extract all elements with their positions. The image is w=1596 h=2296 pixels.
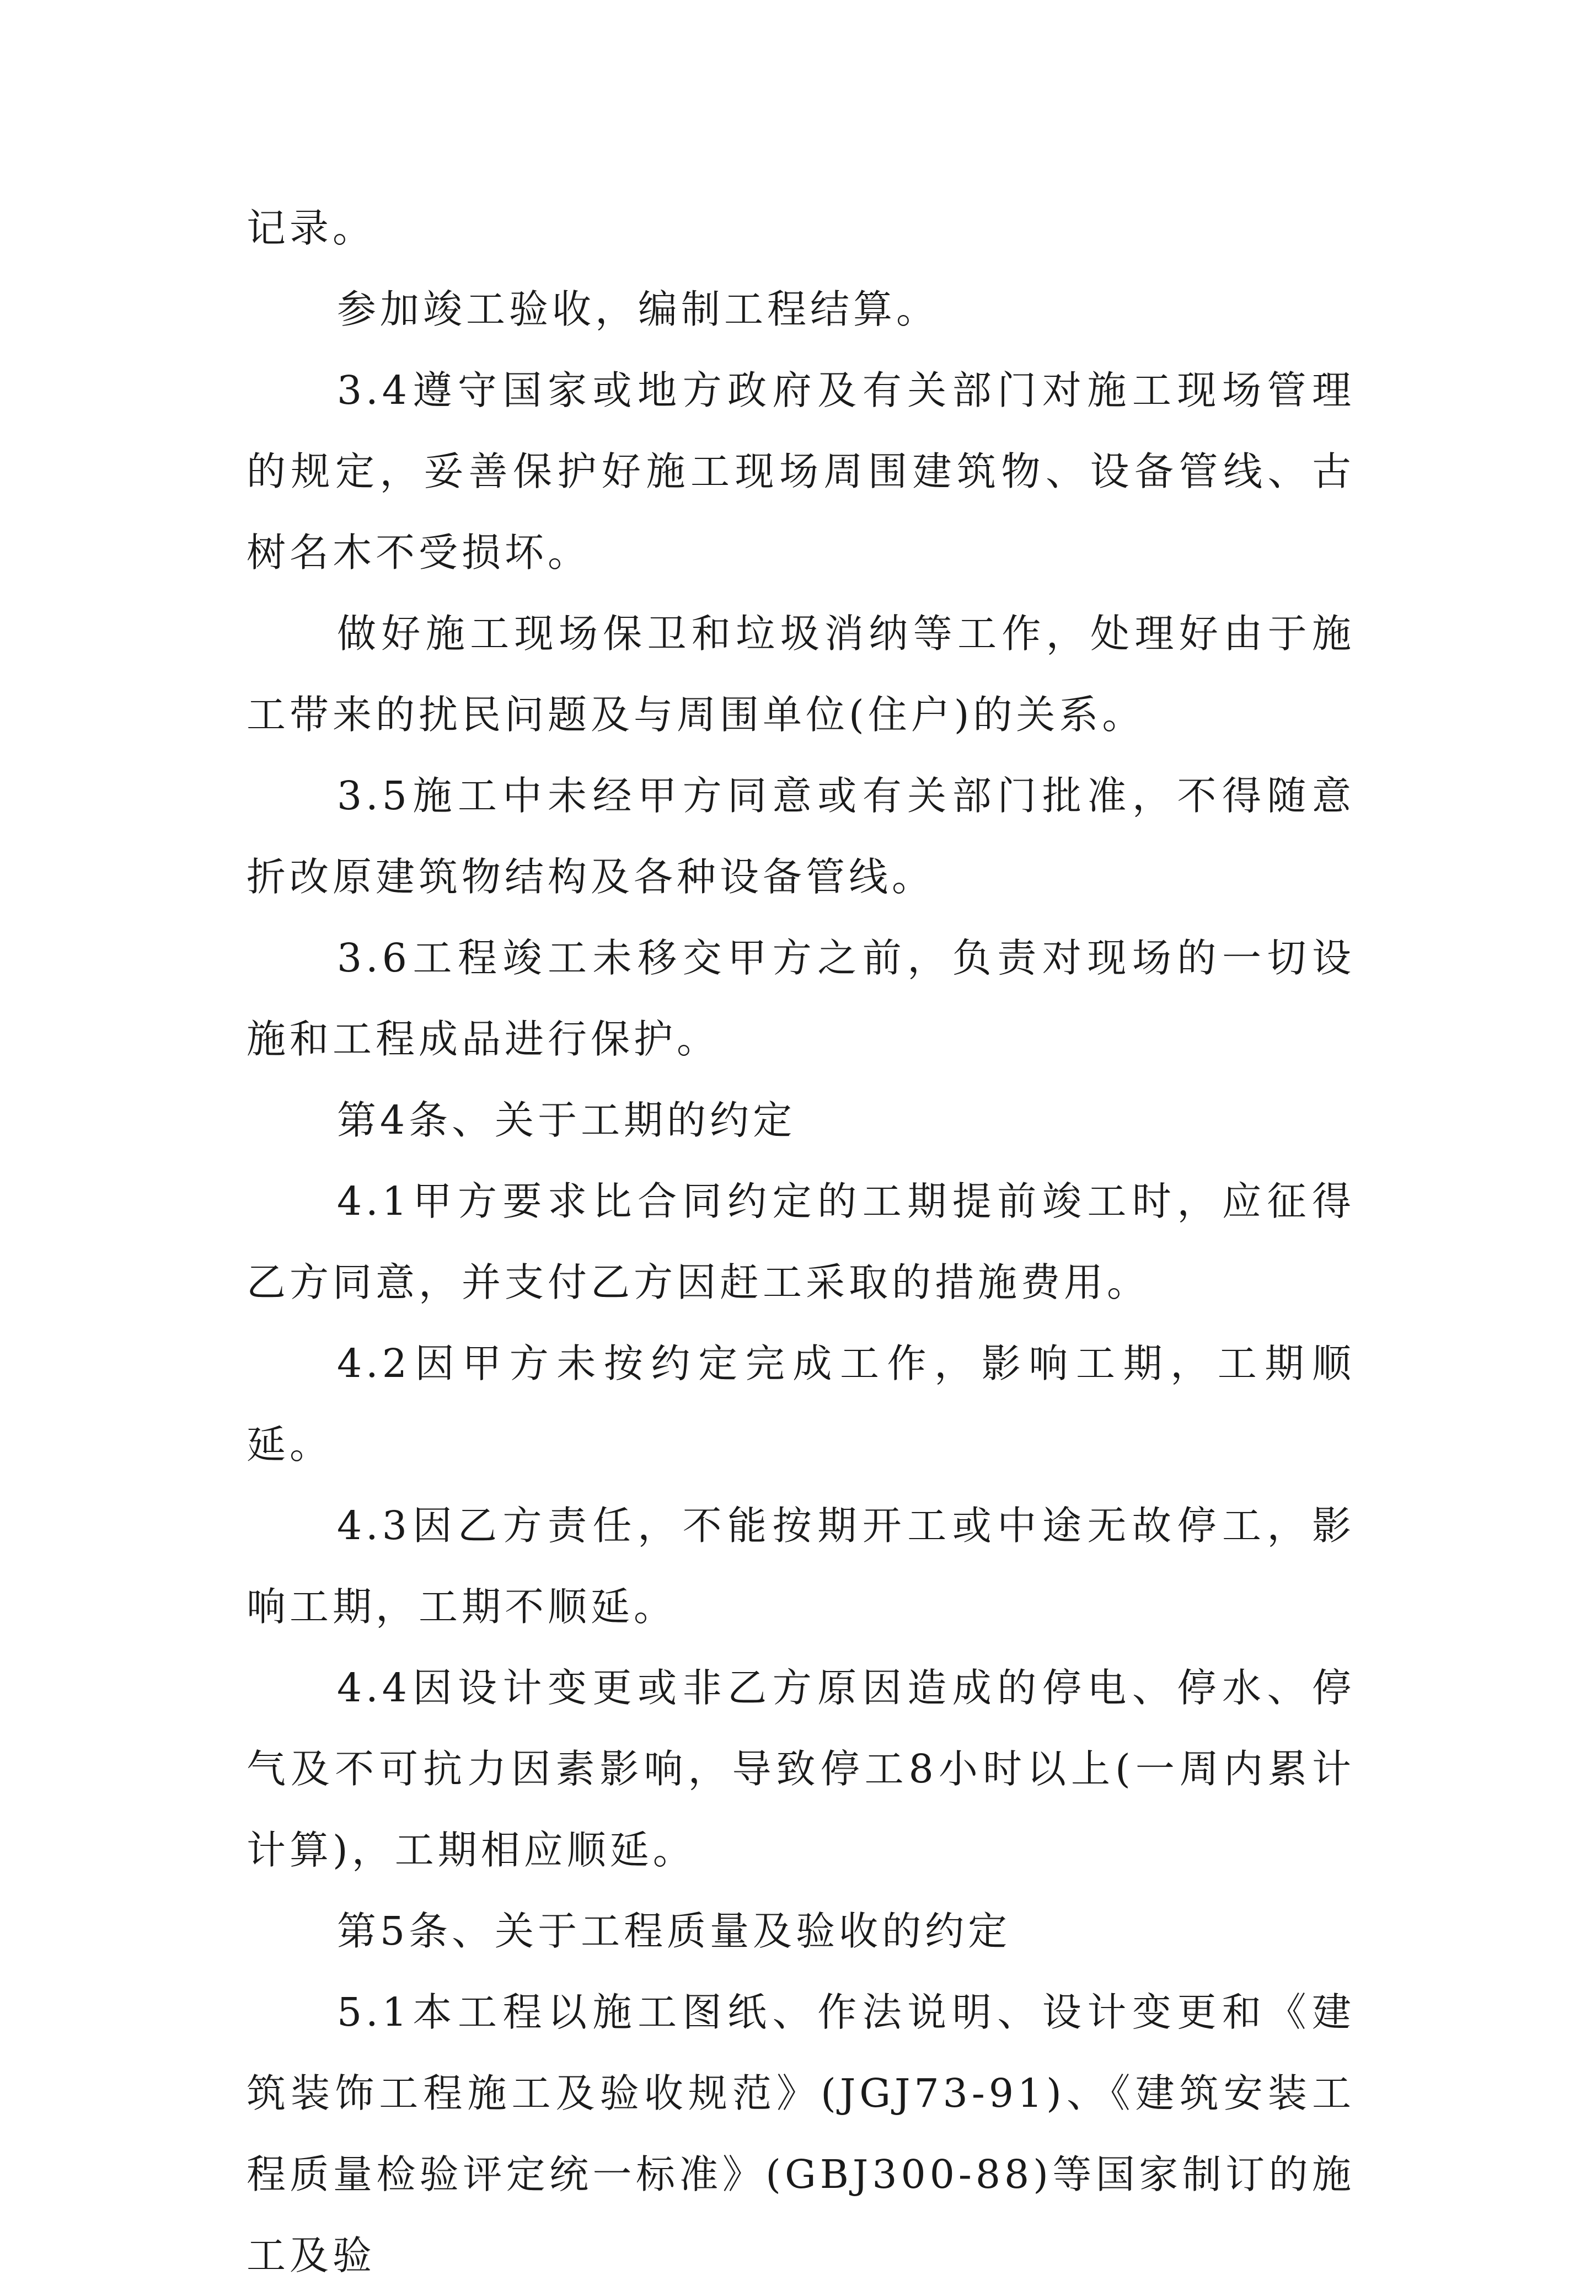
paragraph-site-security: 做好施工现场保卫和垃圾消纳等工作，处理好由于施工带来的扰民问题及与周围单位(住户)的关系。 [247, 611, 1355, 738]
paragraph-3-5: 3.5施工中未经甲方同意或有关部门批准，不得随意折改原建筑物结构及各种设备管线。 [247, 773, 1355, 900]
paragraph-4-4: 4.4因设计变更或非乙方原因造成的停电、停水、停气及不可抗力因素影响，导致停工8小时以上(一周内累计计算)，工期相应顺延。 [247, 1665, 1355, 1873]
paragraph-4-3: 4.3因乙方责任，不能按期开工或中途无故停工，影响工期，工期不顺延。 [247, 1503, 1355, 1630]
paragraph-3-4: 3.4遵守国家或地方政府及有关部门对施工现场管理的规定，妥善保护好施工现场周围建筑物、设备管线、古树名木不受损坏。 [247, 367, 1355, 575]
section-heading-article-5: 第5条、关于工程质量及验收的约定 [337, 1908, 1011, 1954]
paragraph-3-6: 3.6工程竣工未移交甲方之前，负责对现场的一切设施和工程成品进行保护。 [247, 935, 1355, 1062]
document-body [247, 188, 1355, 2296]
paragraph-5-1: 5.1本工程以施工图纸、作法说明、设计变更和《建筑装饰工程施工及验收规范》(JGJ73-91)、《建筑安装工程质量检验评定统一标准》(GBJ300-88)等国家制订的施工及验 [247, 1989, 1355, 2278]
paragraph-record-end: 记录。 [247, 205, 376, 251]
paragraph-4-1: 4.1甲方要求比合同约定的工期提前竣工时，应征得乙方同意，并支付乙方因赶工采取的措施费用。 [247, 1178, 1355, 1305]
paragraph-4-2: 4.2因甲方未按约定完成工作，影响工期，工期顺延。 [247, 1341, 1355, 1467]
section-heading-article-4: 第4条、关于工期的约定 [337, 1097, 796, 1143]
paragraph-acceptance: 参加竣工验收，编制工程结算。 [337, 286, 940, 332]
